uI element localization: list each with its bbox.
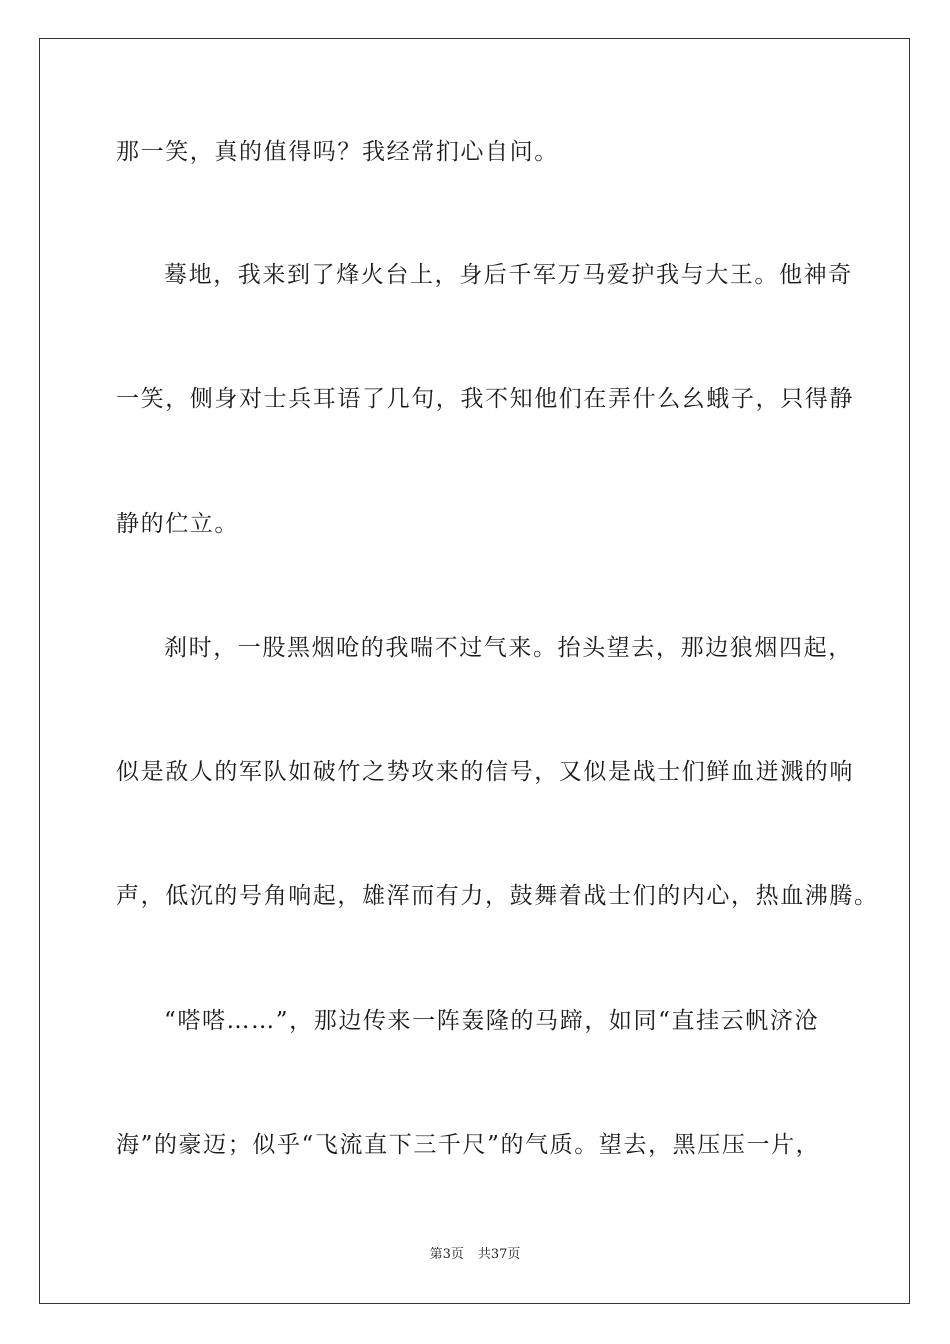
text-line-2: 蓦地，我来到了烽火台上，身后千军万马爱护我与大王。他神奇 bbox=[164, 262, 853, 288]
text-line-4: 静的伫立。 bbox=[116, 511, 239, 537]
text-line-7: 声，低沉的号角响起，雄浑而有力，鼓舞着战士们的内心，热血沸腾。 bbox=[116, 883, 879, 909]
page-total: 共37页 bbox=[477, 1247, 521, 1262]
text-line-5: 刹时，一股黑烟呛的我喘不过气来。抬头望去，那边狼烟四起， bbox=[164, 635, 853, 661]
page-footer bbox=[0, 1247, 950, 1263]
text-line-1: 那一笑，真的值得吗？我经常扪心自问。 bbox=[116, 139, 559, 165]
page-frame bbox=[39, 38, 910, 1304]
page-number: 第3页 bbox=[429, 1247, 464, 1262]
text-line-3: 一笑，侧身对士兵耳语了几句，我不知他们在弄什么幺蛾子，只得静 bbox=[116, 386, 854, 412]
text-line-9: 海”的豪迈；似乎“飞流直下三千尺”的气质。望去，黑压压一片， bbox=[116, 1132, 821, 1158]
text-line-6: 似是敌人的军队如破竹之势攻来的信号，又似是战士们鲜血迸溅的响 bbox=[116, 759, 854, 785]
text-line-8: “嗒嗒……”，那边传来一阵轰隆的马蹄，如同“直挂云帆济沧 bbox=[164, 1008, 820, 1034]
